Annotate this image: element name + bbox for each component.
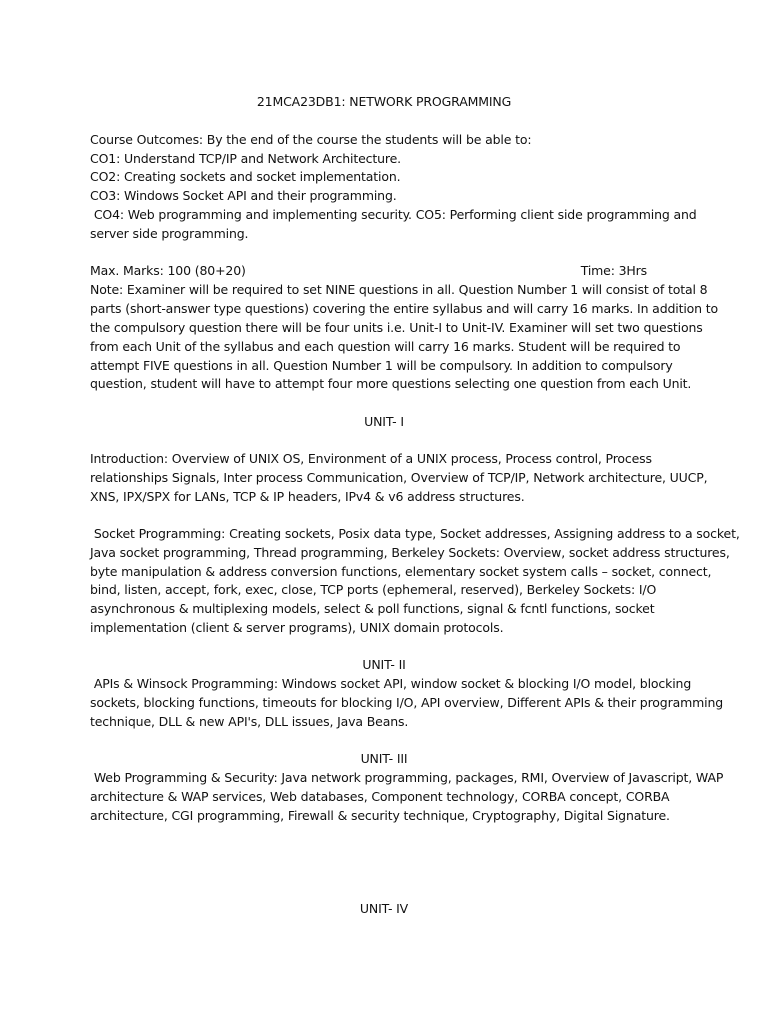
note-line: the compulsory question there will be four units i.e. Unit-I to Unit-IV. Examiner will set two questions bbox=[90, 320, 703, 335]
unit-heading: UNIT- I bbox=[364, 414, 404, 429]
unit-text-line: XNS, IPX/SPX for LANs, TCP & IP headers, IPv4 & v6 address structures. bbox=[90, 489, 525, 504]
unit-text-line: architecture, CGI programming, Firewall & security technique, Cryptography, Digital Signature. bbox=[90, 808, 670, 823]
unit-text-line: technique, DLL & new API's, DLL issues, Java Beans. bbox=[90, 714, 409, 729]
note-line: parts (short-answer type questions) covering the entire syllabus and will carry 16 marks. In addition to bbox=[90, 301, 718, 316]
unit-text-line: architecture & WAP services, Web databases, Component technology, CORBA concept, CORBA bbox=[90, 789, 670, 804]
exam-time: Time: 3Hrs bbox=[580, 263, 647, 278]
unit-text-line: APIs & Winsock Programming: Windows socket API, window socket & blocking I/O model, blocking bbox=[90, 676, 692, 691]
course-outcomes-line: CO4: Web programming and implementing security. CO5: Performing client side programming and bbox=[90, 207, 697, 222]
unit-text-line: Introduction: Overview of UNIX OS, Environment of a UNIX process, Process control, Process bbox=[90, 451, 652, 466]
document-title: 21MCA23DB1: NETWORK PROGRAMMING bbox=[256, 94, 512, 109]
note-line: from each Unit of the syllabus and each question will carry 16 marks. Student will be required to bbox=[90, 339, 681, 354]
unit-text-line: bind, listen, accept, fork, exec, close, TCP ports (ephemeral, reserved), Berkeley Sockets: I/O bbox=[90, 582, 657, 597]
course-outcomes-line: CO3: Windows Socket API and their programming. bbox=[90, 188, 397, 203]
note-line: attempt FIVE questions in all. Question Number 1 will be compulsory. In addition to compulsory bbox=[90, 358, 673, 373]
note-line: Note: Examiner will be required to set NINE questions in all. Question Number 1 will consist of total 8 bbox=[90, 282, 708, 297]
unit-heading: UNIT- II bbox=[362, 657, 406, 672]
unit-heading: UNIT- IV bbox=[359, 901, 409, 916]
course-outcomes-line: Course Outcomes: By the end of the course the students will be able to: bbox=[90, 132, 532, 147]
course-outcomes-line: server side programming. bbox=[90, 226, 249, 241]
unit-text-line: asynchronous & multiplexing models, select & poll functions, signal & fcntl functions, socket bbox=[90, 601, 655, 616]
course-outcomes-line: CO2: Creating sockets and socket implementation. bbox=[90, 169, 401, 184]
unit-text-line: relationships Signals, Inter process Communication, Overview of TCP/IP, Network architecture, UUCP, bbox=[90, 470, 708, 485]
unit-text-line: Socket Programming: Creating sockets, Posix data type, Socket addresses, Assigning address to a socket, bbox=[90, 526, 740, 541]
unit-heading: UNIT- III bbox=[360, 751, 408, 766]
unit-text-line: implementation (client & server programs), UNIX domain protocols. bbox=[90, 620, 504, 635]
unit-text-line: Java socket programming, Thread programming, Berkeley Sockets: Overview, socket address structures, bbox=[90, 545, 730, 560]
unit-text-line: sockets, blocking functions, timeouts for blocking I/O, API overview, Different APIs & their programming bbox=[90, 695, 724, 710]
course-outcomes-line: CO1: Understand TCP/IP and Network Architecture. bbox=[90, 151, 401, 166]
max-marks: Max. Marks: 100 (80+20) bbox=[90, 263, 246, 278]
unit-text-line: byte manipulation & address conversion functions, elementary socket system calls – socket, connect, bbox=[90, 564, 712, 579]
unit-text-line: Web Programming & Security: Java network programming, packages, RMI, Overview of Javascript, WAP bbox=[90, 770, 724, 785]
note-line: question, student will have to attempt four more questions selecting one question from each Unit. bbox=[90, 376, 692, 391]
